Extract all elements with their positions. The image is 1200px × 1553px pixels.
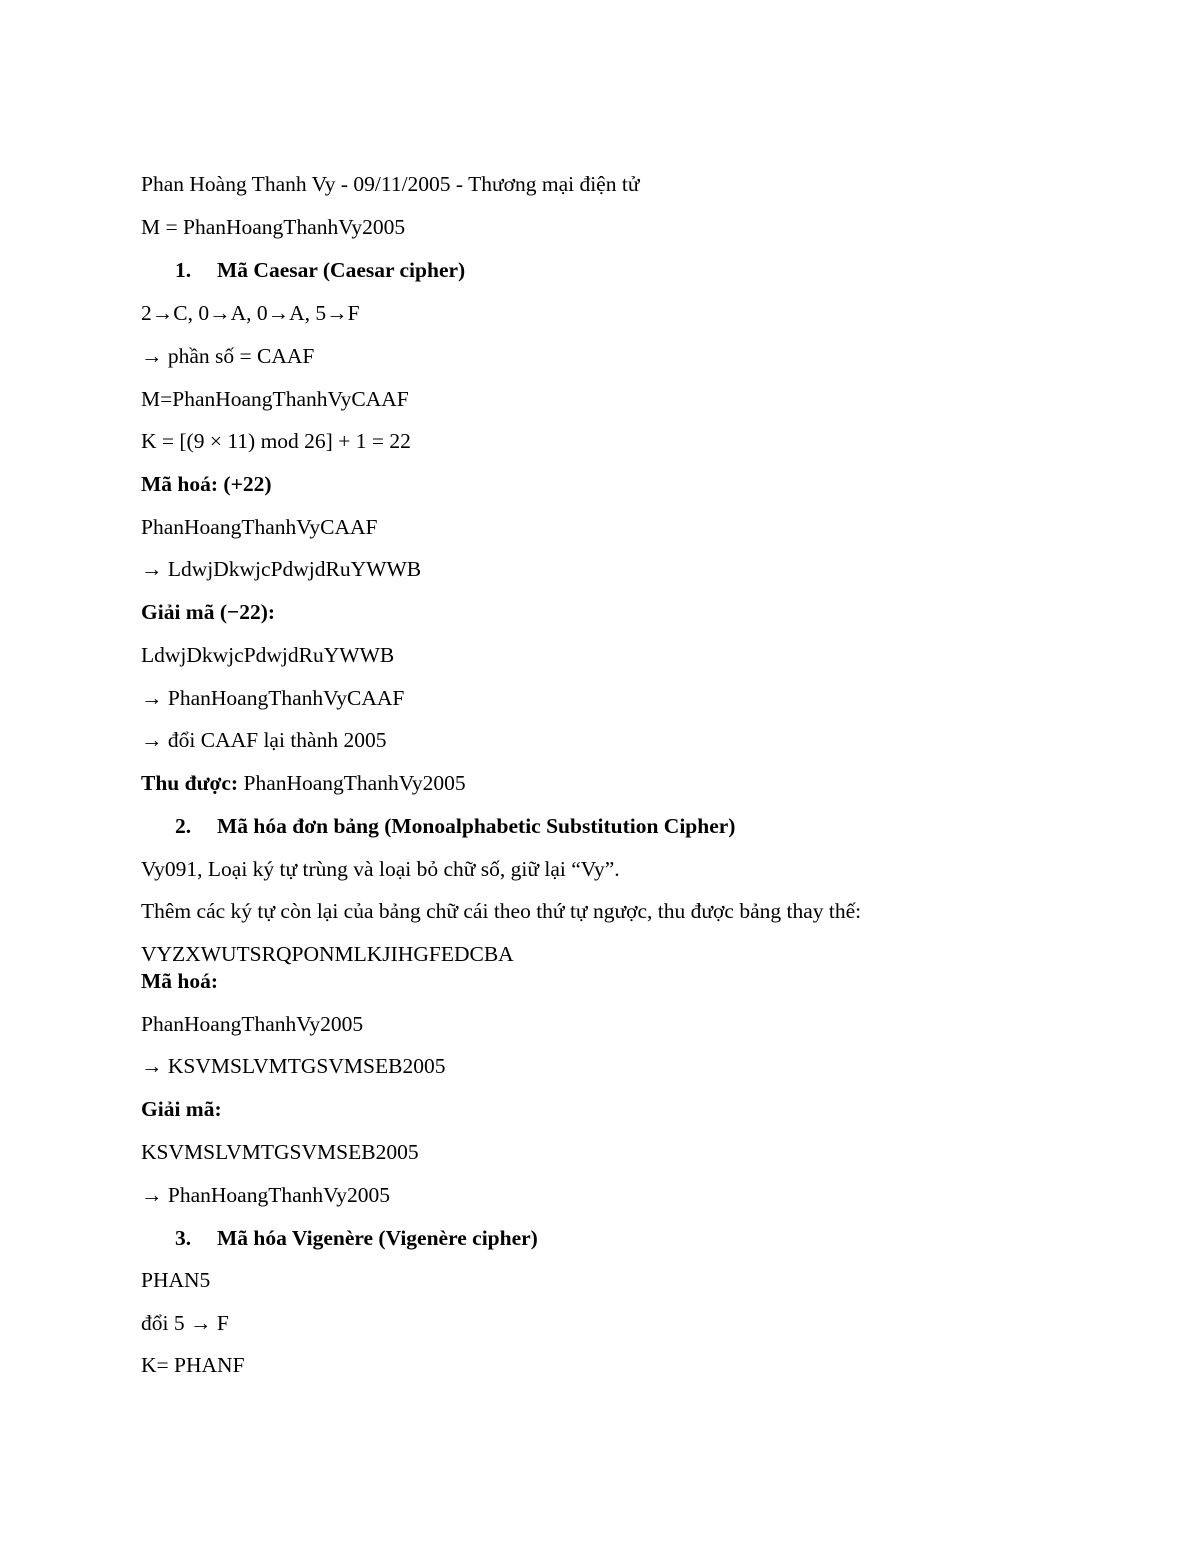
mono-key-desc: Vy091, Loại ký tự trùng và loại bỏ chữ số, giữ lại “Vy”.	[141, 857, 620, 881]
section-1-number: 1.	[175, 258, 192, 282]
section-3-heading	[175, 1225, 538, 1251]
vigenere-key: K= PHANF	[141, 1353, 245, 1377]
caesar-result-label: Thu được:	[141, 771, 239, 795]
mono-table: VYZXWUTSRQPONMLKJIHGFEDCBA	[141, 942, 514, 966]
mono-encrypt-input: PhanHoangThanhVy2005	[141, 1012, 364, 1036]
digit-map: 2→C, 0→A, 0→A, 5→F	[141, 301, 360, 325]
mono-table-desc: Thêm các ký tự còn lại của bảng chữ cái theo thứ tự ngược, thu được bảng thay thế:	[141, 899, 862, 923]
vigenere-key-convert: đổi 5 → F	[141, 1311, 229, 1335]
mono-encrypt-output: → KSVMSLVMTGSVMSEB2005	[141, 1054, 446, 1078]
caesar-result	[141, 770, 466, 796]
section-2-title: Mã hóa đơn bảng (Monoalphabetic Substitution Cipher)	[217, 814, 736, 838]
caesar-encrypt-output: → LdwjDkwjcPdwjdRuYWWB	[141, 557, 422, 581]
caesar-decrypt-output: → PhanHoangThanhVyCAAF	[141, 686, 405, 710]
mono-encrypt-label: Mã hoá:	[141, 969, 219, 993]
caesar-key: K = [(9 × 11) mod 26] + 1 = 22	[141, 429, 411, 453]
caesar-encrypt-input: PhanHoangThanhVyCAAF	[141, 515, 378, 539]
caesar-result-value: PhanHoangThanhVy2005	[243, 771, 466, 795]
digit-result: → phần số = CAAF	[141, 344, 315, 368]
caesar-decrypt-input: LdwjDkwjcPdwjdRuYWWB	[141, 643, 395, 667]
mono-decrypt-input: KSVMSLVMTGSVMSEB2005	[141, 1140, 419, 1164]
section-3-number: 3.	[175, 1226, 192, 1250]
caesar-decrypt-convert: → đổi CAAF lại thành 2005	[141, 728, 387, 752]
author-line: Phan Hoàng Thanh Vy - 09/11/2005 - Thương mại điện tử	[141, 172, 640, 196]
message-line: M = PhanHoangThanhVy2005	[141, 215, 406, 239]
caesar-decrypt-label: Giải mã (−22):	[141, 600, 276, 624]
section-2-number: 2.	[175, 814, 192, 838]
mono-decrypt-label: Giải mã:	[141, 1097, 222, 1121]
section-1-title: Mã Caesar (Caesar cipher)	[217, 258, 466, 282]
caesar-message: M=PhanHoangThanhVyCAAF	[141, 387, 409, 411]
section-2-heading	[175, 813, 735, 839]
mono-decrypt-output: → PhanHoangThanhVy2005	[141, 1183, 391, 1207]
section-3-title: Mã hóa Vigenère (Vigenère cipher)	[217, 1226, 538, 1250]
vigenere-key-raw: PHAN5	[141, 1268, 211, 1292]
caesar-encrypt-label: Mã hoá: (+22)	[141, 472, 272, 496]
section-1-heading	[175, 257, 465, 283]
